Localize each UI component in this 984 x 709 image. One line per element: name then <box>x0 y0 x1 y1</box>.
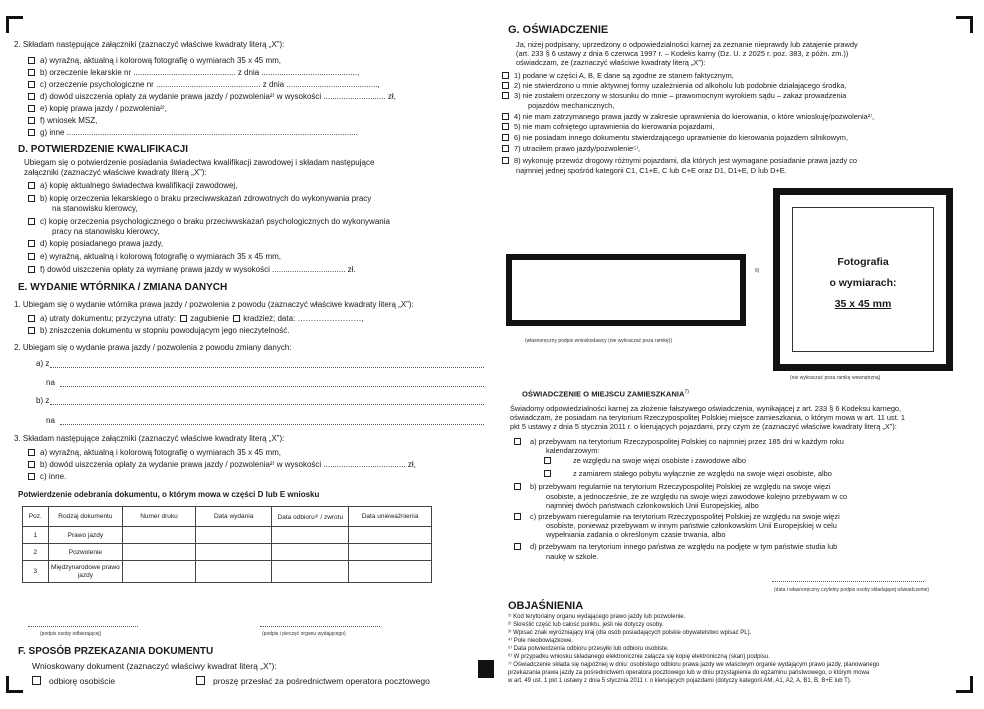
residence-a1[interactable]: ze względu na swoje więzi osobiste i zawodowe albo <box>544 456 746 465</box>
checkbox[interactable] <box>502 82 509 89</box>
applicant-signature-caption: (własnoręczny podpis wnioskodawcy (nie wykraczać poza ramkę)) <box>525 338 672 344</box>
explanation-1: ¹⁾ Kod terytorialny organu wydającego prawo jazdy lub pozwolenie. <box>508 614 686 620</box>
residence-intro-3: pkt 5 ustawy z dnia 5 stycznia 2011 r. o kierujących pojazdami, przy czym że (zaznaczyć właściwe kwadraty literą „X”): <box>510 422 897 431</box>
data-change-a-label: a) z <box>36 359 50 368</box>
signature-authority-caption: (podpis i pieczęć organu wydającego) <box>262 631 346 637</box>
declaration-7[interactable]: 7) utraciłem prawo jazdy/pozwolenie⁵⁾, <box>502 144 640 153</box>
explanation-7: ⁷⁾ Oświadczenie składa się najpóźniej w dniu: osobistego odbioru prawa jazdy we właściwym organie wydającym prawo jazdy, planowanego <box>508 662 880 668</box>
explanation-4: ⁴⁾ Pole nieobowiązkowe. <box>508 638 574 644</box>
qualification-f[interactable]: f) dowód uiszczenia opłaty za wymianę prawa jazdy w wysokości ................................. zł. <box>28 265 356 275</box>
declaration-6[interactable]: 6) nie posiadam innego dokumentu stwierdzającego uprawnienie do kierowania pojazdem silnikowym, <box>502 133 848 142</box>
attachments-title: 2. Składam następujące załączniki (zaznaczyć właściwe kwadraty literą „X”): <box>14 40 285 49</box>
table-cell[interactable] <box>272 544 349 561</box>
data-change-title: 2. Ubiegam się o wydanie prawa jazdy / pozwolenia z powodu zmiany danych: <box>14 343 292 352</box>
photo-label-3: 35 x 45 mm <box>834 298 892 310</box>
table-cell[interactable] <box>195 527 272 544</box>
corner-mark-top-right <box>956 16 973 33</box>
attachment-g[interactable]: g) inne ................................................................................................................................... <box>28 128 358 138</box>
duplicate-a[interactable]: a) utraty dokumentu; przyczyna utraty: zagubienie kradzież; data: ……………………, <box>28 314 364 324</box>
table-header: Data wydania <box>195 507 272 527</box>
checkbox[interactable] <box>28 449 35 456</box>
checkbox[interactable] <box>502 134 509 141</box>
declaration-8-cont: najmniej jednej spośród kategorii C1, C1+E, C lub C+E oraz D1, D1+E, D lub D+E. <box>516 166 787 175</box>
checkbox[interactable] <box>32 676 41 685</box>
table-cell[interactable] <box>349 561 432 583</box>
data-change-b-field[interactable] <box>50 404 484 405</box>
declaration-3[interactable]: 3) nie zostałem orzeczony w stosunku do mnie – prawomocnym wyrokiem sądu – zakaz prowadzenia <box>502 91 846 100</box>
section-f-intro: Wnioskowany dokument (zaznaczyć właściwy kwadrat literą „X”): <box>32 661 277 671</box>
residence-signature-line[interactable] <box>772 581 924 582</box>
checkbox[interactable] <box>502 113 509 120</box>
explanation-6: ⁶⁾ W przypadku wniosku składanego elektronicznie załącza się kopię elektroniczną (skan) podpisu. <box>508 654 770 660</box>
e-attachments-title: 3. Składam następujące załączniki (zaznaczyć właściwe kwadraty literą „X”): <box>14 434 285 443</box>
checkbox[interactable] <box>502 123 509 130</box>
checkbox[interactable] <box>28 93 35 100</box>
section-d-heading: D. POTWIERDZENIE KWALIFIKACJI <box>18 144 188 155</box>
residence-c[interactable]: c) przebywam nieregularnie na terytorium Rzeczypospolitej Polskiej ze względu na swoje więzi <box>514 512 840 521</box>
attachment-f[interactable]: f) wniosek MSZ, <box>28 116 97 126</box>
attachment-a[interactable]: a) wyraźną, aktualną i kolorową fotografię o wymiarach 35 x 45 mm, <box>28 56 281 66</box>
delivery-option-post[interactable]: proszę przesłać za pośrednictwem operatora pocztowego <box>196 676 430 686</box>
checkbox[interactable] <box>28 473 35 480</box>
table-header: Data odbioru³⁾ / zwrotu <box>272 507 349 527</box>
residence-a-cont: kalendarzowym: <box>546 446 600 455</box>
duplicate-title: 1. Ubiegam się o wydanie wtórnika prawa jazdy / pozwolenia z powodu (zaznaczyć właściwe kwadraty literą „X”): <box>14 300 414 309</box>
table-cell[interactable] <box>123 527 196 544</box>
table-cell[interactable] <box>272 561 349 583</box>
signature-person-caption: (podpis osoby odbierającej) <box>40 631 102 637</box>
attachment-b[interactable]: b) orzeczenie lekarskie nr .............................................. z dnia ..........................................., <box>28 68 359 78</box>
e-attachment-c[interactable]: c) inne. <box>28 472 66 482</box>
checkbox[interactable] <box>502 157 509 164</box>
checkbox[interactable] <box>28 117 35 124</box>
table-cell[interactable] <box>195 544 272 561</box>
checkbox[interactable] <box>28 69 35 76</box>
explanation-2: ²⁾ Skreślić część lub całość punktu, jeśli nie dotyczy osoby. <box>508 622 664 628</box>
declaration-4[interactable]: 4) nie mam zatrzymanego prawa jazdy w zakresie uprawnienia do kierowania, o które wnioskuję/pozwolenia²⁾, <box>502 112 874 121</box>
registration-mark <box>478 660 494 678</box>
section-e-heading: E. WYDANIE WTÓRNIKA / ZMIANA DANYCH <box>18 282 228 293</box>
declaration-intro-1: Ja, niżej podpisany, uprzedzony o odpowiedzialności karnej za zeznanie nieprawdy lub zatajenie prawdy <box>516 40 858 49</box>
explanation-7-cont-2: w art. 49 ust. 1 pkt 1 ustawy z dnia 5 stycznia 2011 r. o kierujących pojazdami (dotyczy kategorii AM, A1, A2, A, B1, B, B+E lub T). <box>508 678 852 684</box>
table-cell[interactable] <box>123 561 196 583</box>
photo-caption: (nie wykraczać poza ramkę wewnętrzną) <box>790 375 881 381</box>
checkbox[interactable] <box>514 483 521 490</box>
checkbox-stolen[interactable] <box>233 315 240 322</box>
checkbox[interactable] <box>502 72 509 79</box>
attachment-c[interactable]: c) orzeczenie psychologiczne nr ............................................... z dnia ........................................., <box>28 80 380 90</box>
signature-authority-line[interactable] <box>260 626 380 627</box>
data-change-a-na-field[interactable] <box>60 386 484 387</box>
residence-intro-1: Świadomy odpowiedzialności karnej za złożenie fałszywego oświadczenia, wynikającej z art. 233 § 6 Kodeksu karnego, <box>510 404 902 413</box>
checkbox[interactable] <box>28 81 35 88</box>
photo-label-2: o wymiarach: <box>829 277 897 289</box>
attachment-d[interactable]: d) dowód uiszczenia opłaty za wydanie prawa jazdy / pozwolenia²⁾ w wysokości ............................ zł, <box>28 92 396 102</box>
signature-person-line[interactable] <box>28 626 138 627</box>
table-row <box>23 544 432 561</box>
explanation-5: ⁵⁾ Data potwierdzenia odbioru przesyłki lub odbioru osobiste. <box>508 646 669 652</box>
checkbox[interactable] <box>28 182 35 189</box>
table-cell: Pozwolenie <box>48 544 123 561</box>
corner-mark-bottom-left <box>6 676 23 693</box>
checkbox-lost[interactable] <box>180 315 187 322</box>
residence-b-cont-1: osobiste, a jednocześnie, że ze względu na swoje więzi zawodowe kolejno przebywam w co <box>546 492 848 501</box>
declaration-3-cont: pojazdów mechanicznych, <box>528 101 615 110</box>
table-cell: Prawo jazdy <box>48 527 123 544</box>
declaration-intro-3: oświadczam, że (zaznaczyć właściwe kwadraty literą „X”): <box>516 58 706 67</box>
residence-heading: OŚWIADCZENIE O MIEJSCU ZAMIESZKANIA$^{7)}$ <box>522 389 689 399</box>
checkbox[interactable] <box>28 266 35 273</box>
table-cell[interactable] <box>123 544 196 561</box>
table-header: Poz. <box>23 507 49 527</box>
data-change-b-label: b) z <box>36 396 50 405</box>
checkbox[interactable] <box>28 240 35 247</box>
table-header: Data unieważnienia <box>349 507 432 527</box>
photo-frame[interactable] <box>773 188 953 371</box>
residence-b[interactable]: b) przebywam regularnie na terytorium Rzeczypospolitej Polskiej ze względu na swoje więzi <box>514 482 830 491</box>
data-change-b-na-field[interactable] <box>60 424 484 425</box>
section-g-heading: G. OŚWIADCZENIE <box>508 24 609 36</box>
applicant-signature-box[interactable] <box>506 254 746 326</box>
table-cell: Międzynarodowe prawo jazdy <box>48 561 123 583</box>
e-attachment-a[interactable]: a) wyraźną, aktualną i kolorową fotografię o wymiarach 35 x 45 mm, <box>28 448 281 458</box>
checkbox[interactable] <box>28 129 35 136</box>
section-f-heading: F. SPOSÓB PRZEKAZANIA DOKUMENTU <box>18 646 214 657</box>
qualification-b[interactable]: b) kopię orzeczenia lekarskiego o braku przeciwwskazań zdrowotnych do wykonywania pracy <box>28 194 371 204</box>
residence-a[interactable]: a) przebywam na terytorium Rzeczypospolitej Polskiej co najmniej przez 185 dni w każdym roku <box>514 437 844 446</box>
attachment-e[interactable]: e) kopię prawa jazdy / pozwolenia²⁾, <box>28 104 167 114</box>
data-change-a-na-label: na <box>46 378 55 387</box>
checkbox[interactable] <box>514 513 521 520</box>
table-cell: 3 <box>23 561 49 583</box>
declaration-intro-2: (art. 233 § 6 ustawy z dnia 6 czerwca 1997 r. – Kodeks karny (Dz. U. z 2025 r. poz. 383, z późn. zm.)) <box>516 49 849 58</box>
corner-mark-bottom-right <box>956 676 973 693</box>
checkbox[interactable] <box>544 457 551 464</box>
qualification-b-cont: na stanowisku kierowcy, <box>52 204 138 213</box>
residence-signature-caption: (data i własnoręczny czytelny podpis osoby składającej oświadczenie) <box>774 587 930 593</box>
corner-mark-top-left <box>6 16 23 33</box>
checkbox[interactable] <box>514 438 521 445</box>
declaration-8[interactable]: 8) wykonuję przewóz drogowy różnymi pojazdami, dla których jest wymagane posiadanie prawa jazdy co <box>502 156 857 165</box>
checkbox[interactable] <box>28 461 35 468</box>
qualification-a[interactable]: a) kopię aktualnego świadectwa kwalifikacji zawodowej, <box>28 181 237 191</box>
duplicate-b[interactable]: b) zniszczenia dokumentu w stopniu powodującym jego nieczytelność. <box>28 326 289 336</box>
residence-c-cont-1: osobiste, ponieważ przebywam w innym państwie członkowskim Unii Europejskiej w celu <box>546 521 837 530</box>
residence-b-cont-2: najmniej dwóch państwach członkowskich Unii Europejskiej, albo <box>546 501 759 510</box>
residence-d-cont: naukę w szkole. <box>546 552 599 561</box>
table-row <box>23 527 432 544</box>
e-attachment-b[interactable]: b) dowód uiszczenia opłaty za wydanie prawa jazdy / pozwolenia²⁾ w wysokości ..................................... zł, <box>28 460 416 470</box>
qualification-c-cont: pracy na stanowisku kierowcy, <box>52 227 160 236</box>
photo-label-1: Fotografia <box>837 256 889 268</box>
checkbox[interactable] <box>28 327 35 334</box>
declaration-1[interactable]: 1) podane w części A, B, E dane są zgodne ze stanem faktycznym, <box>502 71 734 80</box>
table-cell[interactable] <box>272 527 349 544</box>
checkbox[interactable] <box>28 218 35 225</box>
table-row <box>23 561 432 583</box>
checkbox[interactable] <box>514 543 521 550</box>
residence-c-cont-2: wypełniania zadania o określonym czasie trwania, albo <box>546 530 726 539</box>
explanation-7-cont-1: przekazania prawa jazdy za pośrednictwem operatora pocztowego lub w dniu przystąpienia do egzaminu państwowego, o którym mowa <box>508 670 870 676</box>
data-change-b-na-label: na <box>46 416 55 425</box>
checkbox[interactable] <box>502 92 509 99</box>
checkbox[interactable] <box>28 315 35 322</box>
checkbox[interactable] <box>196 676 205 685</box>
table-header: Numer druku <box>123 507 196 527</box>
signature-footnote-ref: 6) <box>755 268 760 274</box>
table-cell[interactable] <box>195 561 272 583</box>
receipt-title: Potwierdzenie odebrania dokumentu, o którym mowa w części D lub E wniosku <box>18 490 320 499</box>
table-cell: 1 <box>23 527 49 544</box>
table-cell[interactable] <box>349 544 432 561</box>
checkbox[interactable] <box>28 253 35 260</box>
table-header: Rodzaj dokumentu <box>48 507 123 527</box>
explanations-heading: OBJAŚNIENIA <box>508 600 584 612</box>
declaration-2[interactable]: 2) nie stwierdzono u mnie aktywnej formy uzależnienia od alkoholu lub podobnie działającego środka, <box>502 81 846 90</box>
qualification-e[interactable]: e) wyraźną, aktualną i kolorową fotografię o wymiarach 35 x 45 mm, <box>28 252 281 262</box>
explanation-3: ³⁾ Wpisać znak wyróżniający kraj (dla osób posiadających polskie obywatelstwo wpisać PL). <box>508 630 752 636</box>
residence-d[interactable]: d) przebywam na terytorium innego państwa ze względu na podjęte w tym państwie studia lub <box>514 542 837 551</box>
checkbox[interactable] <box>502 145 509 152</box>
residence-intro-2: oświadczam, że posiadam na terytorium Rzeczypospolitej Polskiej miejsce zamieszkania, o którym mowa w art. 11 ust. 1 <box>510 413 906 422</box>
data-change-a-field[interactable] <box>50 367 484 368</box>
checkbox[interactable] <box>28 57 35 64</box>
checkbox[interactable] <box>28 195 35 202</box>
qualification-c[interactable]: c) kopię orzeczenia psychologicznego o braku przeciwwskazań psychologicznych do wykonywania <box>28 217 390 227</box>
qualification-d[interactable]: d) kopię posiadanego prawa jazdy, <box>28 239 163 249</box>
section-d-intro-2: załączniki (zaznaczyć właściwe kwadraty literą „X”): <box>24 168 207 177</box>
checkbox[interactable] <box>544 470 551 477</box>
section-d-intro: Ubiegam się o potwierdzenie posiadania świadectwa kwalifikacji zawodowej i składam następujące <box>24 158 375 167</box>
table-cell: 2 <box>23 544 49 561</box>
declaration-5[interactable]: 5) nie mam cofniętego uprawnienia do kierowania pojazdami, <box>502 122 714 131</box>
residence-a2[interactable]: z zamiarem stałego pobytu wyłącznie ze względu na swoje więzi osobiste, albo <box>544 469 832 478</box>
receipt-table <box>22 506 432 583</box>
delivery-option-personal[interactable]: odbiorę osobiście <box>32 676 115 686</box>
table-cell[interactable] <box>349 527 432 544</box>
checkbox[interactable] <box>28 105 35 112</box>
